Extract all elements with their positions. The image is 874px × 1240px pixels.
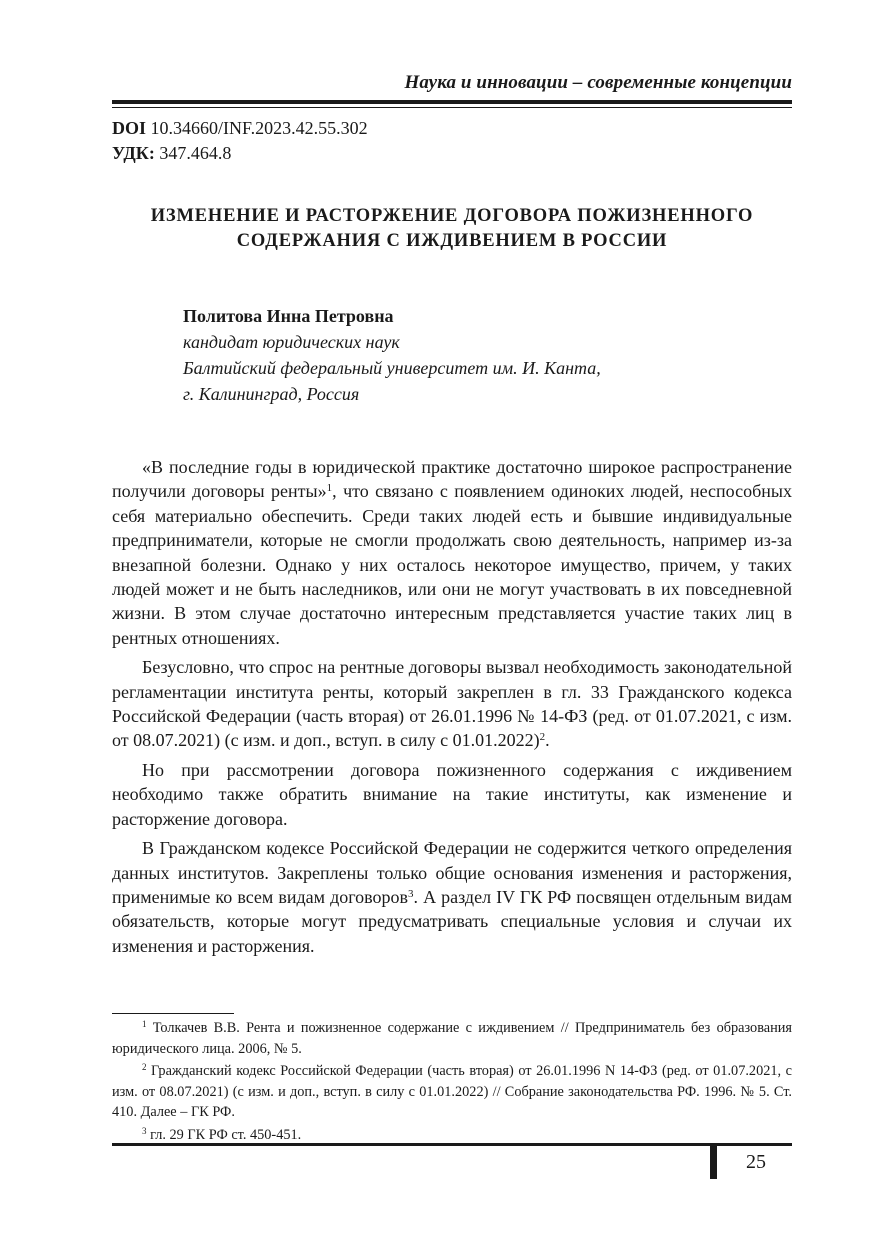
article-meta [112,116,368,166]
udk-label: УДК: [112,143,155,163]
footnote-2 [112,1061,792,1123]
header-rule-thick [112,100,792,104]
doi-line [112,116,368,141]
p1-text-b: , что связано с появлением одиноких людей, неспособных себя материально обеспечить. Среди таких людей есть и бывшие индивидуальные предприниматели, которые не смогли продолжать свою деятельность, например из-за внезапной болезни. Однако у них осталось некоторое имущество, причем, у таких людей может и не быть наследников, или они не могут участвовать в их повседневной жизни. В этом случае достаточно интересным представляется участие таких лиц в рентных отношениях. [112,481,792,648]
footnote-1 [112,1018,792,1059]
footer-bar [710,1143,717,1179]
footnotes [112,1018,792,1147]
author-location: г. Калининград, Россия [183,384,360,404]
author-degree: кандидат юридических наук [183,332,400,352]
body-paragraph-4 [112,836,792,958]
doi-label: DOI [112,118,147,138]
udk-value: 347.464.8 [154,143,232,163]
footnote-ref-3: 3 [408,887,414,900]
title-line-2: СОДЕРЖАНИЯ С ИЖДИВЕНИЕМ В РОССИИ [236,231,668,251]
body-paragraph-1 [112,455,792,650]
p2-text-a: Безусловно, что спрос на рентные договоры вызвал необходимость законодательной регламентации института ренты, который закреплен в гл. 33 Гражданского кодекса Российской Федерации (часть вторая) от 26.01.1996 № 14-ФЗ (ред. от 01.07.2021, с изм. от 08.07.2021) (с изм. и доп., вступ. в силу с 01.01.2022) [112,657,792,751]
footnote-3 [112,1125,792,1146]
p1-text-a: «В последние годы в юридической практике достаточно широкое распространение получили договоры ренты» [112,457,792,502]
title-line-1: ИЗМЕНЕНИЕ И РАСТОРЖЕНИЕ ДОГОВОРА ПОЖИЗНЕННОГО [150,206,754,226]
header-rule-thin [112,107,792,108]
footer-rule [112,1143,792,1146]
footnote-text-2: Гражданский кодекс Российской Федерации (часть вторая) от 26.01.1996 N 14-ФЗ (ред. от 01.07.2021, с изм. от 08.07.2021) (с изм. и доп., вступ. в силу с 01.01.2022) // Собрание законодательства РФ. 1996. № 5. Ст. 410. Далее – ГК РФ. [112,1063,792,1120]
footnote-separator [112,1013,234,1014]
journal-page [112,0,792,1240]
udk-line [112,141,368,166]
doi-value: 10.34660/INF.2023.42.55.302 [146,118,368,138]
running-head: Наука и инновации – современные концепции [404,72,792,93]
article-title [112,204,792,254]
footnote-number-1: 1 [142,1019,147,1029]
p2-text-b: . [545,730,550,751]
footnote-ref-1: 1 [326,482,333,495]
body-paragraph-3: Но при рассмотрении договора пожизненного содержания с иждивением необходимо также обратить внимание на такие институты, как изменение и расторжение договора. [112,759,792,829]
body-paragraph-2 [112,655,792,753]
footnote-text-3: гл. 29 ГК РФ ст. 450-451. [146,1126,302,1143]
author-name: Политова Инна Петровна [183,306,394,326]
footnote-number-2: 2 [142,1062,147,1072]
p4-text-b: . А раздел IV ГК РФ посвящен отдельным видам обязательств, которые могут предусматривать специальные условия и случаи их изменения и расторжения. [112,886,792,956]
footnote-ref-2: 2 [539,731,546,744]
author-block [183,303,601,407]
page-number: 25 [746,1151,766,1173]
footnote-number-3: 3 [142,1125,147,1136]
author-affiliation: Балтийский федеральный университет им. И. Канта, [183,358,601,378]
p4-text-a: В Гражданском кодексе Российской Федерации не содержится четкого определения данных институтов. Закреплены только общие основания изменения и расторжения, применимые ко всем видам договоров [112,838,792,907]
article-body [112,455,792,963]
footnote-text-1: Толкачев В.В. Рента и пожизненное содержание с иждивением // Предприниматель без образования юридического лица. 2006, № 5. [112,1020,792,1057]
